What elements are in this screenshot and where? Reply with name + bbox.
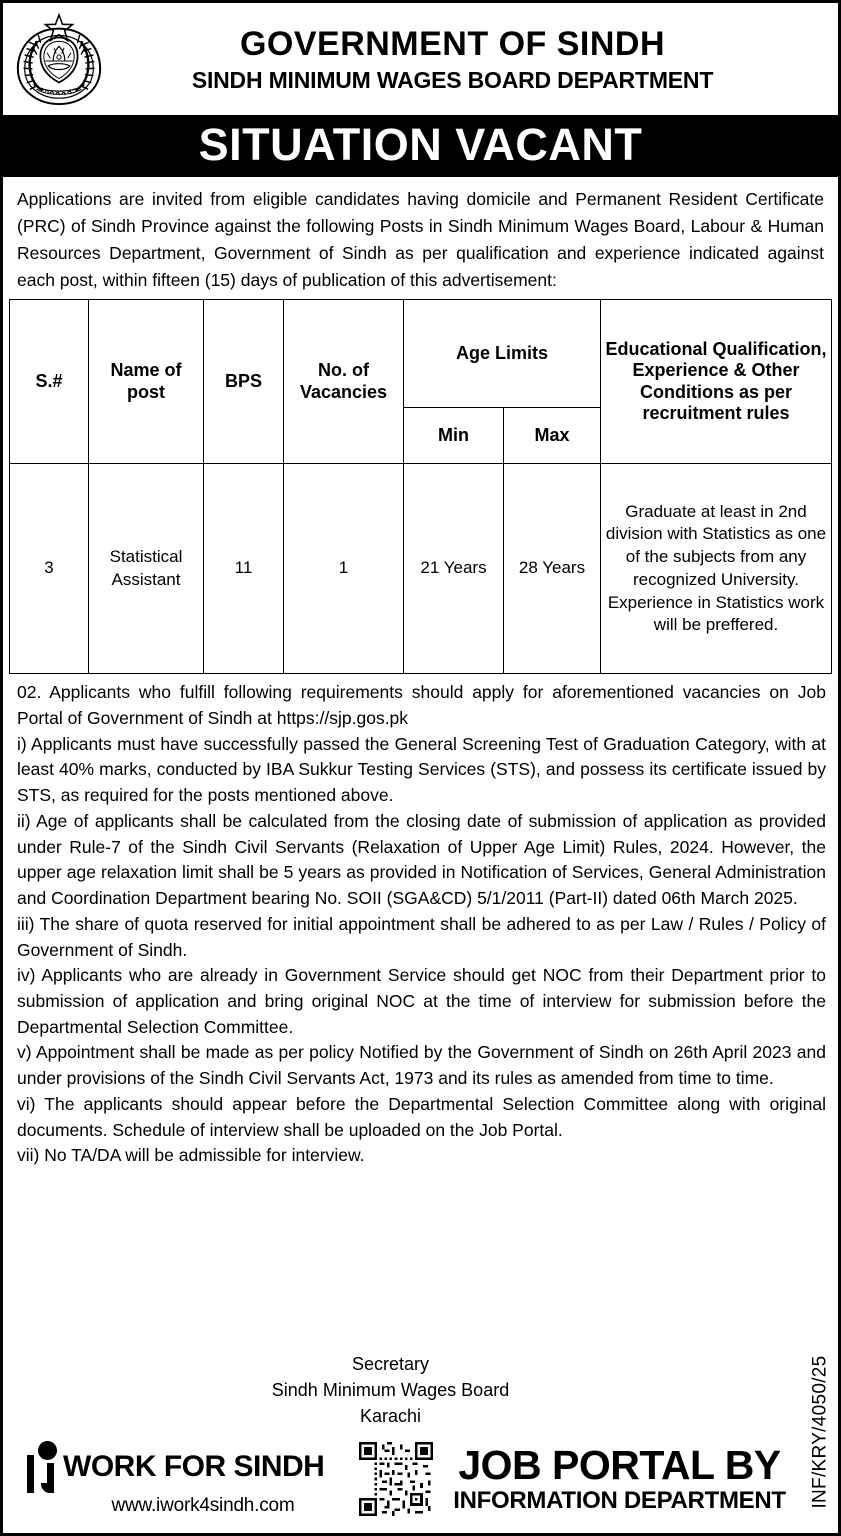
signature-organization: Sindh Minimum Wages Board: [271, 1379, 510, 1400]
condition-item-iv: iv) Applicants who are already in Government Service should get NOC from their Department prior to submission of application and bring original NOC at the time of interview for submission before the Departmental Selection Committee.: [17, 965, 826, 1037]
inf-reference-number: [806, 1337, 836, 1527]
signature-block: [3, 1343, 838, 1429]
signature-city: Karachi: [359, 1405, 422, 1426]
header-no-of-vacancies: No. of Vacancies: [284, 300, 404, 464]
cell-age-max: 28 Years: [504, 464, 601, 674]
condition-item-v: v) Appointment shall be made as per policy Notified by the Government of Sindh on 26th April 2023 and under provisions of the Sindh Civil Servants Act, 1973 and its rules as amended from time to time.: [17, 1042, 826, 1089]
signature-designation: Secretary: [351, 1353, 430, 1374]
header-name-of-post: Name of post: [89, 300, 204, 464]
header-age-max: Max: [504, 408, 601, 464]
job-portal-qr-code-icon: [359, 1442, 433, 1516]
cell-age-min: 21 Years: [404, 464, 504, 674]
header-bps: BPS: [204, 300, 284, 464]
condition-item-ii: ii) Age of applicants shall be calculated from the closing date of submission of application as provided under Rule-7 of the Sindh Civil Servants (Relaxation of Upper Age Limit) Rules, 2024. However, the upper age relaxation limit shall be 5 years as provided in Notification of Services, General Administration and Coordination Department bearing No. SOII (SGA&CD) 5/1/2011 (Part-II) dated 06th March 2025.: [17, 810, 826, 909]
vacancy-table-wrapper: [3, 299, 838, 674]
table-row: [10, 464, 832, 674]
conditions-section: [3, 674, 838, 1342]
iwork-logo-text: WORK FOR SINDH: [63, 1450, 325, 1483]
condition-item-iii: iii) The share of quota reserved for initial appointment shall be adhered to as per Law / Rules / Policy of Government of Sindh.: [17, 913, 826, 960]
job-portal-credit: [443, 1441, 834, 1514]
vacancy-table-body: [10, 464, 832, 674]
cell-bps: 11: [204, 464, 284, 674]
cell-education: Graduate at least in 2nd division with Statistics as one of the subjects from any recognized University. Experience in Statistics work will be preffered.: [601, 464, 832, 674]
document-header: [3, 3, 838, 115]
job-portal-title: JOB PORTAL BY: [458, 1441, 781, 1488]
condition-item-02: 02. Applicants who fulfill following requirements should apply for aforementioned vacancies on Job Portal of Government of Sindh at https://sjp.gos.pk: [17, 682, 826, 729]
header-sno: S.#: [10, 300, 89, 464]
condition-item-vii: vii) No TA/DA will be admissible for interview.: [17, 1145, 365, 1166]
table-header-row-1: [10, 300, 832, 408]
intro-paragraph: Applications are invited from eligible candidates having domicile and Permanent Resident Certificate (PRC) of Sindh Province against the following Posts in Sindh Minimum Wages Board, Labour & Human Resources Department, Government of Sindh as per qualification and experience indicated against each post, within fifteen (15) days of publication of this advertisement:: [17, 189, 824, 290]
vacancy-table: [9, 299, 832, 674]
government-of-sindh-emblem-icon: [7, 10, 111, 110]
government-title: GOVERNMENT OF SINDH: [239, 24, 666, 63]
condition-item-i: i) Applicants must have successfully passed the General Screening Test of Graduation Category, with at least 40% marks, conducted by IBA Sukkur Testing Services (STS), and possess its certificate issued by STS, as required for the posts mentioned above.: [17, 733, 826, 806]
inf-reference-text: INF/KRY/4050/25: [810, 1355, 832, 1509]
header-age-min: Min: [404, 408, 504, 464]
cell-no-of-vacancies: 1: [284, 464, 404, 674]
header-education: Educational Qualification, Experience & Other Conditions as per recruitment rules: [601, 300, 832, 464]
situation-vacant-banner: SITUATION VACANT: [3, 115, 838, 177]
iwork-i-mark-icon: [25, 1441, 59, 1493]
header-titles: [111, 24, 834, 93]
department-title: SINDH MINIMUM WAGES BOARD DEPARTMENT: [191, 66, 714, 93]
header-age-limits: Age Limits: [404, 300, 601, 408]
information-department-label: INFORMATION DEPARTMENT: [453, 1486, 786, 1514]
cell-sno: 3: [10, 464, 89, 674]
iwork-logo-row: [25, 1441, 355, 1493]
iwork-for-sindh-logo: [25, 1441, 355, 1517]
cell-name-of-post: Statistical Assistant: [89, 464, 204, 674]
condition-item-vi: vi) The applicants should appear before the Departmental Selection Committee along with original documents. Schedule of interview shall be uploaded on the Job Portal.: [17, 1093, 826, 1140]
vacancy-table-head: [10, 300, 832, 464]
iwork-website-url: www.iwork4sindh.com: [111, 1495, 295, 1516]
